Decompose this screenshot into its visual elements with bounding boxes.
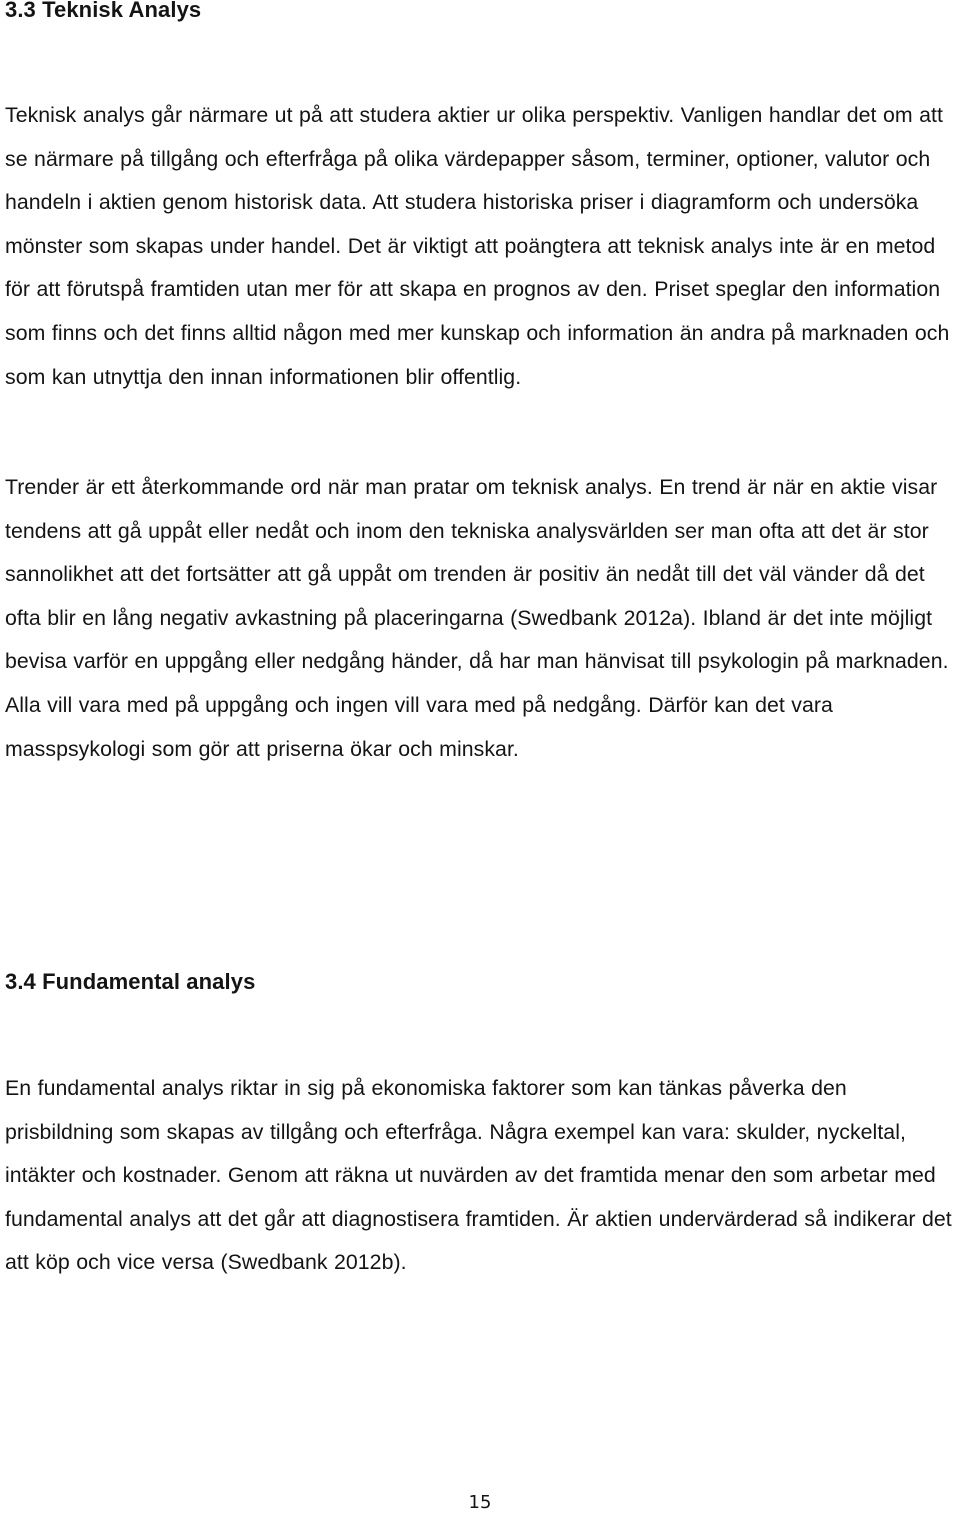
paragraph-trender: Trender är ett återkommande ord när man pratar om teknisk analys. En trend är när en aktie visar tendens att gå uppåt eller nedåt och inom den tekniska analysvärlden ser man ofta att det är stor sannolikhet att det fortsätter att gå uppåt om trenden är positiv än nedåt till det väl vänder då det ofta blir en lång negativ avkastning på placeringarna (Swedbank 2012a). Ibland är det inte möjligt bevisa varför en uppgång eller nedgång händer, då har man hänvisat till psykologin på marknaden. Alla vill vara med på uppgång och ingen vill vara med på nedgång. Därför kan det vara masspsykologi som gör att priserna ökar och minskar.: [5, 475, 949, 761]
paragraph-fundamental-analys: En fundamental analys riktar in sig på ekonomiska faktorer som kan tänkas påverka den prisbildning som skapas av tillgång och efterfråga. Några exempel kan vara: skulder, nyckeltal, intäkter och kostnader. Genom att räkna ut nuvärden av det framtida menar den som arbetar med fundamental analys att det går att diagnostisera framtiden. Är aktien undervärderad så indikerar det att köp och vice versa (Swedbank 2012b).: [5, 1076, 952, 1275]
page-number: 15: [468, 1492, 492, 1513]
paragraph-teknisk-analys-intro: Teknisk analys går närmare ut på att studera aktier ur olika perspektiv. Vanligen handlar det om att se närmare på tillgång och efterfråga på olika värdepapper såsom, terminer, optioner, valutor och handeln i aktien genom historisk data. Att studera historiska priser i diagramform och undersöka mönster som skapas under handel. Det är viktigt att poängtera att teknisk analys inte är en metod för att förutspå framtiden utan mer för att skapa en prognos av den. Priset speglar den information som finns och det finns alltid någon med mer kunskap och information än andra på marknaden och som kan utnyttja den innan informationen blir offentlig.: [5, 103, 950, 389]
section-heading-teknisk-analys: 3.3 Teknisk Analys: [5, 0, 202, 22]
section-heading-fundamental-analys: 3.4 Fundamental analys: [5, 969, 256, 994]
